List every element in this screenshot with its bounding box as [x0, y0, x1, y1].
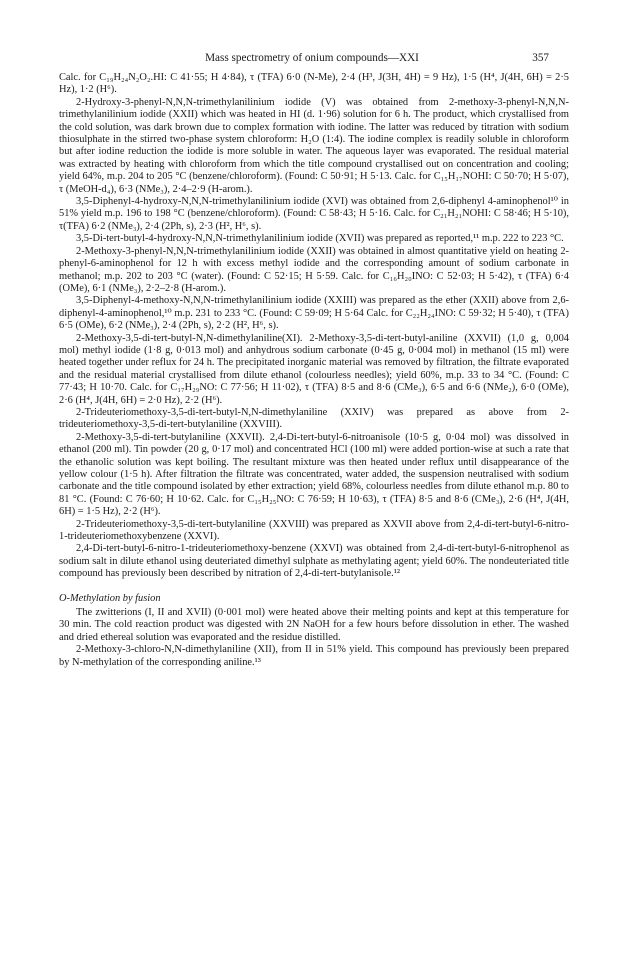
paragraph: 2-Methoxy-3,5-di-tert-butylaniline (XXVII). 2,4-Di-tert-butyl-6-nitroanisole (10·5 g, 0·04 mol) was dissolved in ethanol (200 ml). Tin powder (20 g, 0·17 mol) and concentrated HCl (100 ml) were added portion-wise at such a rate that the ethanolic solution was kept boiling. The resultant mixture was then heated under reflux until disappearance of the yellow colour (1·5 h). After filtration the filtrate was concentrated, water added, the suspension neutralised with sodium carbonate and the title compound isolated by ether extraction; yield 68%, colourless needles from dilute ethanol m.p. 80 to 81 °C. (Found: C 76·60; H 10·62. Calc. for C₁₅H₂₅NO: C 76·59; H 10·63), τ (TFA) 8·5 and 8·6 (CMe₃), 2·6 (H⁴, J(4H, 6H) = 1·5 Hz), 2·2 (H⁶).: [59, 431, 569, 518]
paragraph: 2-Trideuteriomethoxy-3,5-di-tert-butylaniline (XXVIII) was prepared as XXVII above from 2,4-di-tert-butyl-6-nitro-1-trideuteriomethoxybenzene (XXVI).: [59, 518, 569, 543]
paragraph: 2-Methoxy-3-phenyl-N,N,N-trimethylanilinium iodide (XXII) was obtained in almost quantitative yield on heating 2-phenyl-6-aminophenol for 12 h with excess methyl iodide and the corresponding amount of sodium carbonate in methanol; m.p. 202 to 203 °C (water). (Found: C 52·15; H 5·59. Calc. for C₁₆H₂₀INO: C 52·03; H 5·42), τ (TFA) 6·4 (OMe), 6·1 (NMe₃), 2·2–2·8 (H-arom.).: [59, 245, 569, 294]
paragraph: The zwitterions (I, II and XVII) (0·001 mol) were heated above their melting points and kept at this temperature for 30 min. The cold reaction product was digested with 2N NaOH for a few hours before dissolution in ether. The washed and dried ethereal solution was evaporated and the residue distilled.: [59, 607, 569, 643]
paragraph: 2-Hydroxy-3-phenyl-N,N,N-trimethylanilinium iodide (V) was obtained from 2-methoxy-3-phenyl-N,N,N-trimethylanilinium iodide (XXII) which was heated in HI (d. 1·96) solution for 6 h. The product, which crystallised from the cold solution, was dark brown due to complex formation with iodine. The latter was reduced by titration with sodium thiosulphate in the stirred two-phase system chloroform: H₂O (1:4). The iodine complex is readily soluble in chloroform but after iodine reduction the iodide is more soluble in water. The aqueous layer was evaporated. The residual material was extracted by heating with chloroform from which the title compound crystallised out on concentration and cooling; yield 64%, m.p. 204 to 205 °C (benzene/chloroform). (Found: C 50·91; H 5·13. Calc. for C₁₅H₁₇NOHI: C 50·70; H 5·07), τ (MeOH-d₄), 6·3 (NMe₃), 2·4–2·9 (H-arom.).: [59, 96, 569, 195]
paragraph: 2-Methoxy-3-chloro-N,N-dimethylaniline (XII), from II in 51% yield. This compound has previously been prepared by N-methylation of the corresponding aniline.¹³: [59, 644, 569, 668]
page-number: 357: [532, 52, 549, 64]
paragraph: 3,5-Diphenyl-4-methoxy-N,N,N-trimethylanilinium iodide (XXIII) was prepared as the ether (XXII) above from 2,6-diphenyl-4-aminophenol,¹⁰ m.p. 231 to 233 °C. (Found: C 59·09; H 5·64 Calc. for C₂₂H₂₄INO: C 59·32; H 5·40), τ (TFA) 6·5 (OMe), 6·2 (NMe₃), 2·4 (2Ph, s), 2·2 (H², H⁶, s).: [59, 295, 569, 332]
running-header: [0, 50, 624, 66]
paragraph: 3,5-Diphenyl-4-hydroxy-N,N,N-trimethylanilinium iodide (XVI) was obtained from 2,6-diphenyl 4-aminophenol¹⁰ in 51% yield m.p. 196 to 198 °C (benzene/chloroform). (Found: C 58·43; H 5·16. Calc. for C₂₁H₂₁NOHI: C 58·46; H 5·10), τ(TFA) 6·2 (NMe₃), 2·4 (2Ph, s), 2·3 (H², H⁶, s).: [59, 196, 569, 232]
paragraph: Calc. for C₁₉H₂₄N₂O₂.HI: C 41·55; H 4·84), τ (TFA) 6·0 (N-Me), 2·4 (H³, J(3H, 4H) = 9 Hz), 1·5 (H⁴, J(4H, 6H) = 2·5 Hz), 1·2 (H⁶).: [59, 72, 569, 96]
running-title: Mass spectrometry of onium compounds—XXI: [205, 52, 419, 64]
paragraph: 3,5-Di-tert-butyl-4-hydroxy-N,N,N-trimethylanilinium iodide (XVII) was prepared as reported,¹¹ m.p. 222 to 223 °C.: [76, 233, 564, 245]
paragraph: 2-Methoxy-3,5-di-tert-butyl-N,N-dimethylaniline(XI). 2-Methoxy-3,5-di-tert-butyl-aniline (XXVII) (1,0 g, 0,004 mol) methyl iodide (1·8 g, 0·013 mol) and anhydrous sodium carbonate (0·45 g, 0·004 mol) in methanol (15 ml) were heated together under reflux for 24 h. The precipitated inorganic material was removed by filtration, the filtrate evaporated and the residual material crystallised from dilute ethanol (colourless needles); yield 60%, m.p. 33 to 34 °C. (Found: C 77·43; H 10·70. Calc. for C₁₇H₂₉NO: C 77·56; H 11·02), τ (TFA) 8·5 and 8·6 (CMe₃), 6·5 and 6·6 (NMe₂), 6·0 (OMe), 2·6 (H⁴, J(4H, 6H) = 2·0 Hz), 2·2 (H⁶).: [59, 332, 569, 406]
paragraph: 2,4-Di-tert-butyl-6-nitro-1-trideuteriomethoxy-benzene (XXVI) was obtained from 2,4-di-tert-butyl-6-nitrophenol as sodium salt in dilute ethanol using deuteriated dimethyl sulphate as methylating agent; yield 60%. The nondeuteriated title compound has previously been described by nitration of 2,4-di-tert-butylanisole.¹²: [59, 543, 569, 580]
paragraph: 2-Trideuteriomethoxy-3,5-di-tert-butyl-N,N-dimethylaniline (XXIV) was prepared as above from 2-trideuteriomethoxy-3,5-di-tert-butylaniline (XXVIII).: [59, 406, 569, 431]
section-heading: O-Methylation by fusion: [59, 592, 161, 604]
body-text: [59, 72, 569, 669]
